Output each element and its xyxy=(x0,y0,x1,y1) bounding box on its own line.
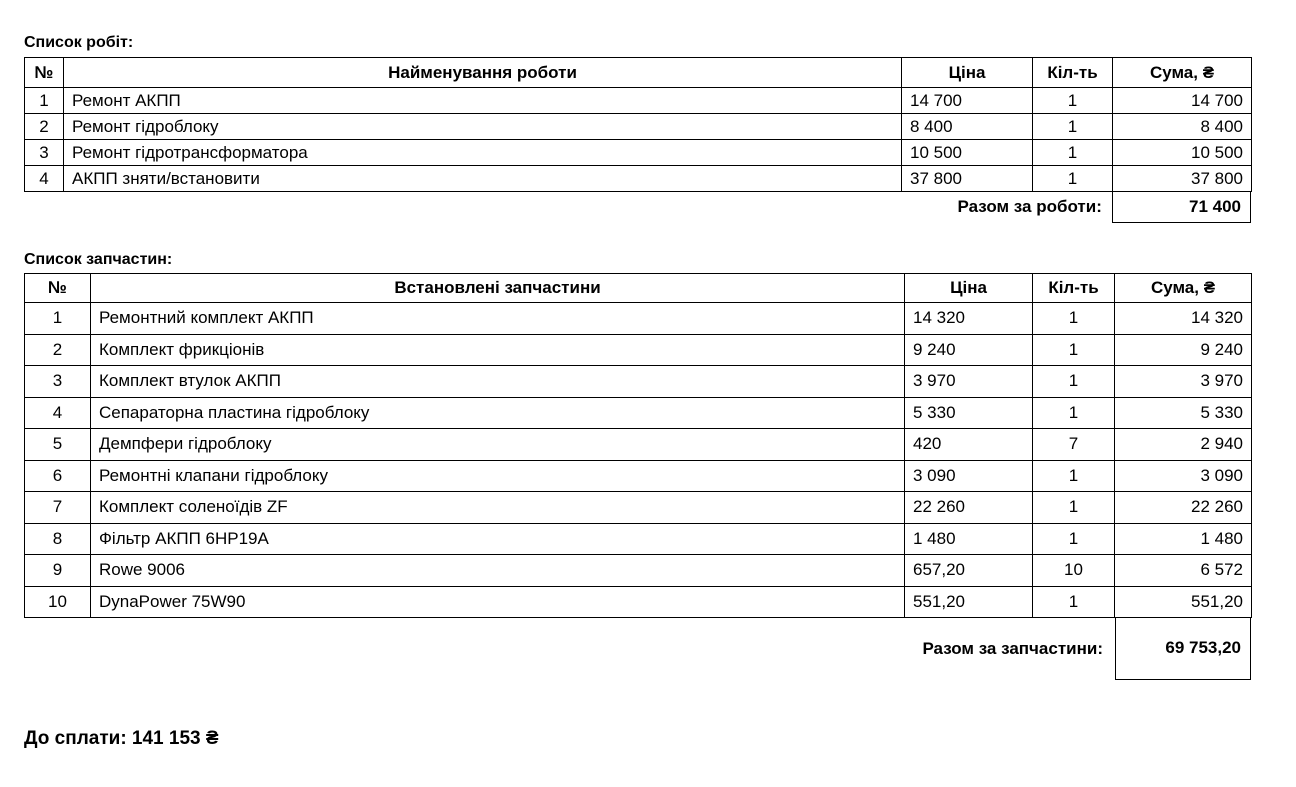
work-table xyxy=(24,57,1252,192)
row-name: Комплект соленоїдів ZF xyxy=(91,492,905,524)
parts-table xyxy=(24,273,1252,618)
parts-section-title: Список запчастин: xyxy=(24,251,173,268)
row-number: 8 xyxy=(25,523,91,555)
grand-total: До сплати: 141 153 ₴ xyxy=(24,728,219,749)
table-row xyxy=(25,397,1252,429)
col-sum-header: Сума, ₴ xyxy=(1113,58,1252,88)
table-row xyxy=(25,586,1252,618)
work-total-row xyxy=(900,191,1251,223)
row-price: 10 500 xyxy=(902,140,1033,166)
table-row xyxy=(25,492,1252,524)
row-name: DynaPower 75W90 xyxy=(91,586,905,618)
row-number: 2 xyxy=(25,334,91,366)
row-price: 22 260 xyxy=(905,492,1033,524)
row-name: Ремонт гідротрансформатора xyxy=(64,140,902,166)
table-row xyxy=(25,523,1252,555)
row-price: 5 330 xyxy=(905,397,1033,429)
table-row xyxy=(25,303,1252,335)
parts-total-value: 69 753,20 xyxy=(1115,617,1251,680)
row-sum: 3 970 xyxy=(1115,366,1252,398)
row-qty: 10 xyxy=(1033,555,1115,587)
table-row xyxy=(25,114,1252,140)
row-number: 4 xyxy=(25,397,91,429)
row-qty: 1 xyxy=(1033,492,1115,524)
work-total-value: 71 400 xyxy=(1112,191,1251,223)
row-qty: 7 xyxy=(1033,429,1115,461)
row-sum: 8 400 xyxy=(1113,114,1252,140)
row-sum: 1 480 xyxy=(1115,523,1252,555)
row-price: 1 480 xyxy=(905,523,1033,555)
col-qty-header: Кіл-ть xyxy=(1033,274,1115,303)
row-price: 8 400 xyxy=(902,114,1033,140)
work-total-label: Разом за роботи: xyxy=(957,197,1102,216)
row-number: 4 xyxy=(25,166,64,192)
row-sum: 10 500 xyxy=(1113,140,1252,166)
row-name: Ремонт гідроблоку xyxy=(64,114,902,140)
row-qty: 1 xyxy=(1033,460,1115,492)
row-name: Сепараторна пластина гідроблоку xyxy=(91,397,905,429)
row-number: 7 xyxy=(25,492,91,524)
row-number: 10 xyxy=(25,586,91,618)
row-sum: 5 330 xyxy=(1115,397,1252,429)
row-name: Rowe 9006 xyxy=(91,555,905,587)
row-sum: 14 700 xyxy=(1113,88,1252,114)
row-number: 5 xyxy=(25,429,91,461)
table-row xyxy=(25,334,1252,366)
row-number: 1 xyxy=(25,88,64,114)
col-sum-header: Сума, ₴ xyxy=(1115,274,1252,303)
row-number: 3 xyxy=(25,140,64,166)
col-number-header: № xyxy=(25,274,91,303)
row-sum: 22 260 xyxy=(1115,492,1252,524)
row-number: 1 xyxy=(25,303,91,335)
row-sum: 2 940 xyxy=(1115,429,1252,461)
col-qty-header: Кіл-ть xyxy=(1033,58,1113,88)
table-row xyxy=(25,555,1252,587)
row-sum: 3 090 xyxy=(1115,460,1252,492)
work-header-row xyxy=(25,58,1252,88)
row-qty: 1 xyxy=(1033,586,1115,618)
row-price: 3 970 xyxy=(905,366,1033,398)
row-name: Комплект втулок АКПП xyxy=(91,366,905,398)
row-name: Ремонтні клапани гідроблоку xyxy=(91,460,905,492)
row-sum: 37 800 xyxy=(1113,166,1252,192)
row-sum: 551,20 xyxy=(1115,586,1252,618)
row-name: АКПП зняти/встановити xyxy=(64,166,902,192)
table-row xyxy=(25,166,1252,192)
row-name: Демпфери гідроблоку xyxy=(91,429,905,461)
row-sum: 6 572 xyxy=(1115,555,1252,587)
row-price: 3 090 xyxy=(905,460,1033,492)
row-qty: 1 xyxy=(1033,166,1113,192)
table-row xyxy=(25,460,1252,492)
table-row xyxy=(25,366,1252,398)
row-price: 9 240 xyxy=(905,334,1033,366)
col-name-header: Найменування роботи xyxy=(64,58,902,88)
col-name-header: Встановлені запчастини xyxy=(91,274,905,303)
row-price: 551,20 xyxy=(905,586,1033,618)
row-name: Ремонт АКПП xyxy=(64,88,902,114)
row-price: 657,20 xyxy=(905,555,1033,587)
table-row xyxy=(25,88,1252,114)
row-qty: 1 xyxy=(1033,523,1115,555)
row-number: 2 xyxy=(25,114,64,140)
row-name: Ремонтний комплект АКПП xyxy=(91,303,905,335)
row-qty: 1 xyxy=(1033,334,1115,366)
row-sum: 14 320 xyxy=(1115,303,1252,335)
table-row xyxy=(25,140,1252,166)
row-qty: 1 xyxy=(1033,397,1115,429)
row-sum: 9 240 xyxy=(1115,334,1252,366)
row-price: 37 800 xyxy=(902,166,1033,192)
row-qty: 1 xyxy=(1033,303,1115,335)
col-number-header: № xyxy=(25,58,64,88)
col-price-header: Ціна xyxy=(905,274,1033,303)
parts-total-label: Разом за запчастини: xyxy=(922,638,1103,658)
table-row xyxy=(25,429,1252,461)
work-section-title: Список робіт: xyxy=(24,34,134,51)
row-number: 6 xyxy=(25,460,91,492)
row-name: Фільтр АКПП 6HP19A xyxy=(91,523,905,555)
row-number: 9 xyxy=(25,555,91,587)
row-number: 3 xyxy=(25,366,91,398)
row-qty: 1 xyxy=(1033,114,1113,140)
row-price: 14 320 xyxy=(905,303,1033,335)
row-price: 14 700 xyxy=(902,88,1033,114)
parts-header-row xyxy=(25,274,1252,303)
row-name: Комплект фрикціонів xyxy=(91,334,905,366)
row-qty: 1 xyxy=(1033,140,1113,166)
row-qty: 1 xyxy=(1033,366,1115,398)
col-price-header: Ціна xyxy=(902,58,1033,88)
row-price: 420 xyxy=(905,429,1033,461)
parts-total-row xyxy=(880,617,1251,680)
row-qty: 1 xyxy=(1033,88,1113,114)
